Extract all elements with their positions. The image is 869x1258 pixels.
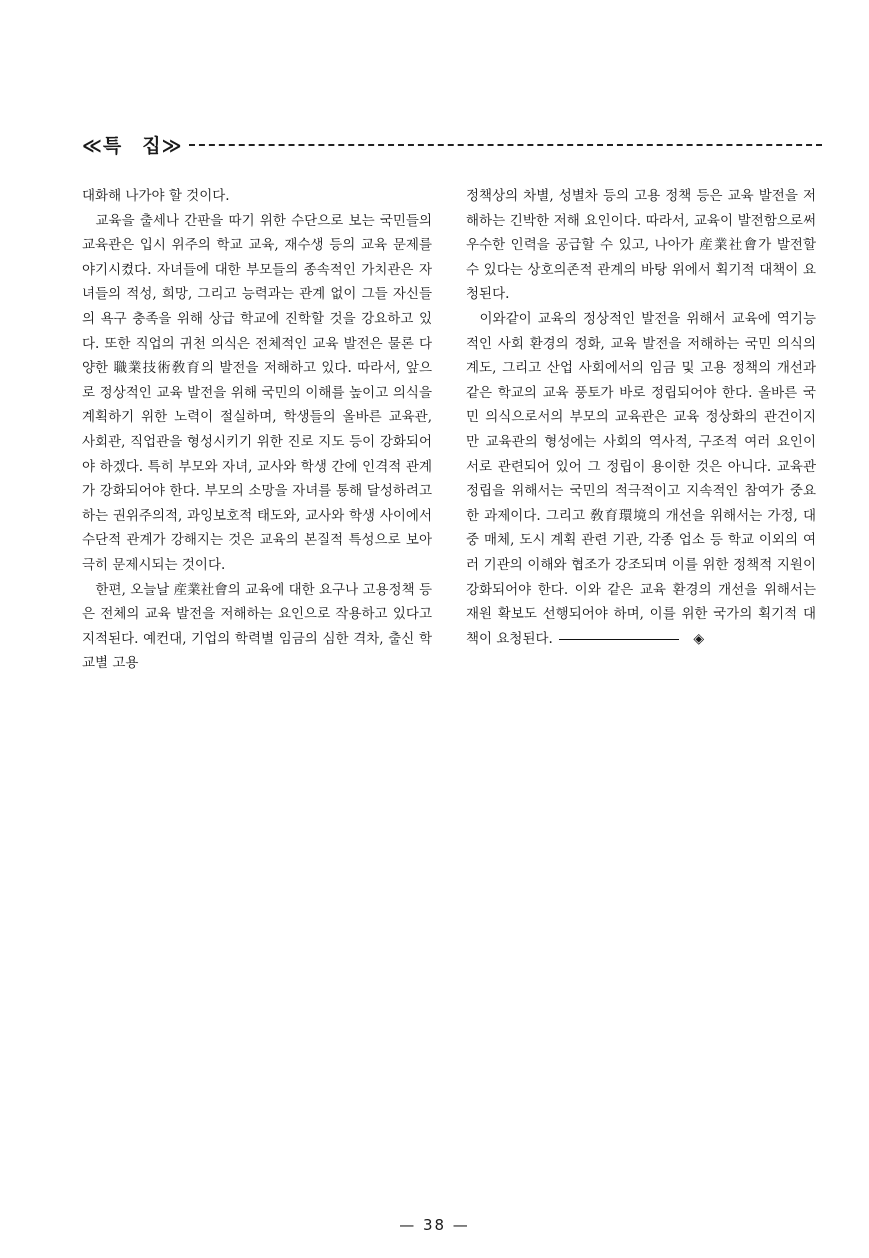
paragraph: 한편, 오늘날 産業社會의 교육에 대한 요구나 고용정책 등은 전체의 교육 발전을 저해하는 요인으로 작용하고 있다고 지적된다. 예컨대, 기업의 학력별 임금의 심한 격차, 출신 학교별 고용 bbox=[82, 581, 432, 672]
end-of-article-mark bbox=[559, 632, 704, 646]
page-number: — 38 — bbox=[399, 1216, 470, 1234]
end-mark-line bbox=[559, 639, 679, 640]
right-column bbox=[466, 184, 816, 651]
header-dashed-rule bbox=[189, 144, 823, 146]
left-column bbox=[82, 184, 432, 676]
paragraph-text: 이와같이 교육의 정상적인 발전을 위해서 교육에 역기능적인 사회 환경의 정화, 교육 발전을 저해하는 국민 의식의 계도, 그리고 산업 사회에서의 임금 및 고용 정책의 개선과 같은 학교의 교육 풍토가 바로 정립되어야 한다. 올바른 국민 의식으로서의 부모의 교육관은 교육 정상화의 관건이지만 교육관의 형성에는 사회의 역사적, 구조적 여러 요인이 서로 관련되어 있어 그 정립이 용이한 것은 아니다. 교육관 정립을 위해서는 국민의 적극적이고 지속적인 참여가 중요한 과제이다. 그리고 敎育環境의 개선을 위해서는 가정, 대중 매체, 도시 계획 관련 기관, 각종 업소 등 학교 이외의 여러 기관의 이해와 협조가 강조되며 이를 위한 정책적 지원이 강화되어야 한다. 이와 같은 교육 환경의 개선을 위해서는 재원 확보도 선행되어야 하며, 이를 위한 국가의 획기적 대책이 요청된다. bbox=[466, 310, 816, 647]
paragraph: 교육을 출세나 간판을 따기 위한 수단으로 보는 국민들의 교육관은 입시 위주의 학교 교육, 재수생 등의 교육 문제를 야기시켰다. 자녀들에 대한 부모들의 종속적인 가치관은 자녀들의 적성, 희망, 그리고 능력과는 관계 없이 그들 자신들의 욕구 충족을 위해 상급 학교에 진학할 것을 강요하고 있다. 또한 직업의 귀천 의식은 전체적인 교육 발전은 물론 다양한 職業技術敎育의 발전을 저해하고 있다. 따라서, 앞으로 정상적인 교육 발전을 위해 국민의 이해를 높이고 의식을 계획하기 위한 노력이 절실하며, 학생들의 올바른 교육관, 사회관, 직업관을 형성시키기 위한 진로 지도 등이 강화되어야 하겠다. 특히 부모와 자녀, 교사와 학생 간에 인격적 관계가 강화되어야 한다. 부모의 소망을 자녀를 통해 달성하려고 하는 권위주의적, 과잉보호적 태도와, 교사와 학생 사이에서 수단적 관계가 강해지는 것은 교육의 본질적 특성으로 보아 극히 문제시되는 것이다. bbox=[82, 212, 432, 573]
diamond-icon: ◈ bbox=[693, 631, 705, 648]
section-label: ≪특 집≫ bbox=[82, 134, 183, 157]
paragraph: 정책상의 차별, 성별차 등의 고용 정책 등은 교육 발전을 저해하는 긴박한 저해 요인이다. 따라서, 교육이 발전함으로써 우수한 인력을 공급할 수 있고, 나아가 産業社會가 발전할 수 있다는 상호의존적 관계의 바탕 위에서 획기적 대책이 요청된다. bbox=[466, 188, 816, 303]
section-header bbox=[82, 130, 822, 158]
paragraph: 대화해 나가야 할 것이다. bbox=[82, 188, 230, 204]
paragraph-with-end-mark bbox=[466, 307, 816, 651]
